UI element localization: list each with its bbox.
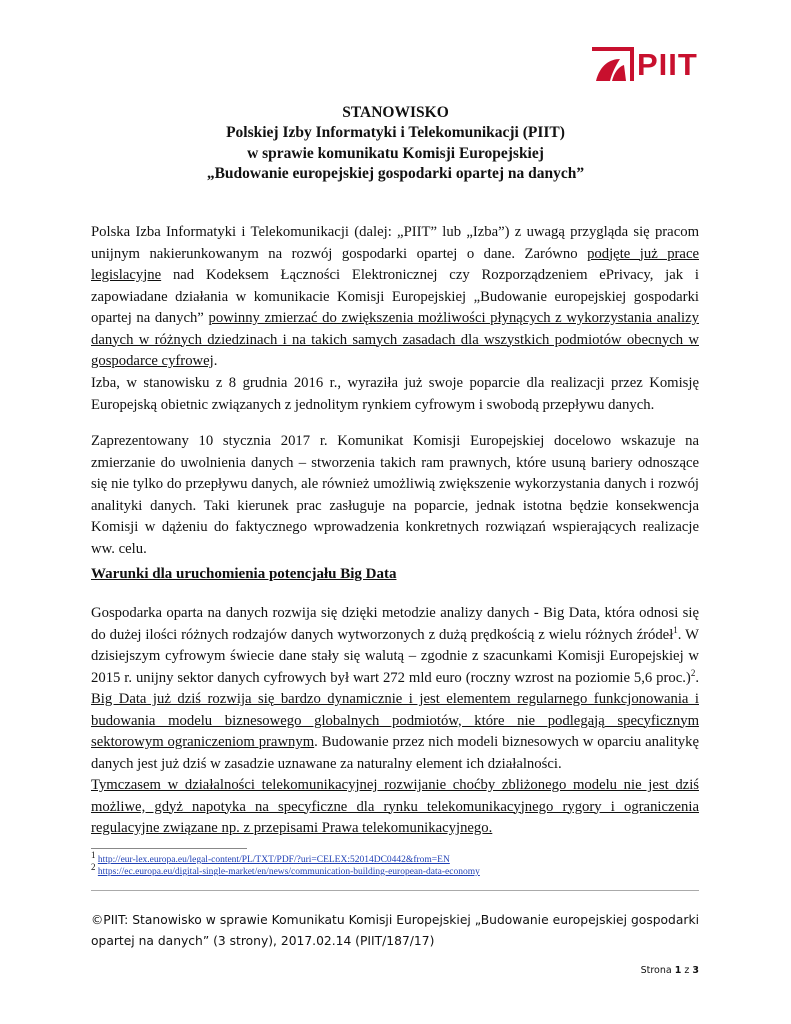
footnote-1-link[interactable]: http://eur-lex.europa.eu/legal-content/PL/TXT/PDF/?uri=CELEX:52014DC0442&from=EN: [97, 855, 450, 865]
footnote-1: [91, 849, 450, 866]
footnote-2-link[interactable]: https://ec.europa.eu/digital-single-market/en/news/communication-building-european-data-economy: [97, 867, 480, 877]
para5: Tymczasem w działalności telekomunikacyjnej rozwijanie choćby zbliżonego modelu nie jest dziś możliwe, gdyż napotyka na specyficzne dla rynku telekomunikacyjnego rygory i ograniczenia regulacyjne związane np. z przepisami Prawa telekomunikacyjnego.: [91, 777, 699, 836]
para1-b: podjęte już prace legislacyjne: [91, 245, 699, 283]
footnote-1-num: 1: [91, 849, 96, 860]
section-heading: Warunki dla uruchomienia potencjału Big Data: [91, 566, 397, 582]
logo-text: PIIT: [637, 47, 698, 82]
para4-e: . Budowanie przez nich modeli biznesowych w oparciu analitykę danych jest już dziś w zasadzie uznawane za naturalny element ich działalności.: [91, 734, 699, 772]
para4-c: .: [695, 669, 699, 686]
title-line-3: w sprawie komunikatu Komisji Europejskiej: [247, 145, 544, 162]
footnote-ref-1[interactable]: 1: [673, 624, 678, 635]
footnote-2: [91, 861, 480, 878]
paragraph-telecom: [91, 775, 699, 840]
page-number: [641, 965, 699, 976]
footer-divider: [91, 890, 699, 891]
title-line-2: Polskiej Izby Informatyki i Telekomunikacji (PIIT): [226, 124, 565, 141]
page-current: 1: [674, 965, 682, 976]
page-prefix: Strona: [640, 965, 675, 976]
para2: Izba, w stanowisku z 8 grudnia 2016 r., wyraziła już swoje poparcie dla realizacji przez Komisję Europejską obietnic związanych z jednolitym rynkiem cyfrowym i swobodą przepływu danych.: [91, 375, 699, 413]
para4-a: Gospodarka oparta na danych rozwija się dzięki metodzie analizy danych - Big Data, która odnosi się do dużej ilości różnych rodzajów danych wytworzonych z dużą prędkością z wielu różnych źródeł: [91, 605, 699, 643]
footer-citation: ©PIIT: Stanowisko w sprawie Komunikatu Komisji Europejskiej „Budowanie europejskiej gospodarki opartej na danych” (3 strony), 2017.02.14 (PIIT/187/17): [91, 913, 699, 948]
para1-c: nad Kodeksem Łączności Elektronicznej czy Rozporządzeniem ePrivacy, jak i zapowiadane działania w komunikacie Komisji Europejskiej „Budowanie europejskiej gospodarki opartej na danych”: [91, 267, 699, 326]
paragraph-communication: [91, 431, 699, 560]
title-line-4: „Budowanie europejskiej gospodarki opartej na danych”: [206, 165, 585, 182]
title-line-1: STANOWISKO: [342, 104, 449, 121]
para1-d: powinny zmierzać do zwiększenia możliwości płynących z wykorzystania analizy danych w różnych dziedzinach i na takich samych zasadach dla wszystkich podmiotów obecnych w gospodarce cyfrowej: [91, 310, 700, 369]
para3: Zaprezentowany 10 stycznia 2017 r. Komunikat Komisji Europejskiej docelowo wskazuje na zmierzanie do uwolnienia danych – stworzenia takich ram prawnych, które usuną bariery odnoszące się nie tylko do przepływu danych, ale również umożliwią zwiększenie wykorzystania danych i rozwój analityki danych. Taki kierunek prac zasługuje na poparcie, jednak istotna będzie konsekwencja Komisji w dążeniu do faktycznego wprowadzenia konkretnych rozwiązań wspierających realizacje ww. celu.: [91, 433, 699, 557]
para4-d: Big Data już dziś rozwija się bardzo dynamicznie i jest elementem regularnego funkcjonowania i budowania modelu biznesowego globalnych podmiotów, które nie podlegają specyficznym sektorowym ograniczeniom prawnym: [91, 691, 699, 750]
para1-e: .: [213, 353, 218, 369]
footnote-ref-2[interactable]: 2: [690, 667, 696, 678]
page-mid: z: [681, 965, 693, 976]
paragraph-support: [91, 373, 699, 416]
paragraph-intro: [91, 222, 699, 373]
footnote-divider: [91, 848, 247, 849]
para1-a: Polska Izba Informatyki i Telekomunikacji (dalej: „PIIT” lub „Izba”) z uwagą przygląda się pracom unijnym nakierunkowanym na rozwój gospodarki opartej o dane. Zarówno: [91, 224, 699, 262]
para4-b: . W dzisiejszym cyfrowym świecie dane stały się walutą – zgodnie z szacunkami Komisji Europejskiej w 2015 r. unijny sektor danych cyfrowych był wart 272 mld euro (roczny wzrost na poziomie 5,6 proc.): [91, 626, 699, 686]
paragraph-big-data: [91, 603, 699, 775]
page-total: 3: [692, 965, 699, 976]
footnote-2-num: 2: [91, 861, 96, 872]
